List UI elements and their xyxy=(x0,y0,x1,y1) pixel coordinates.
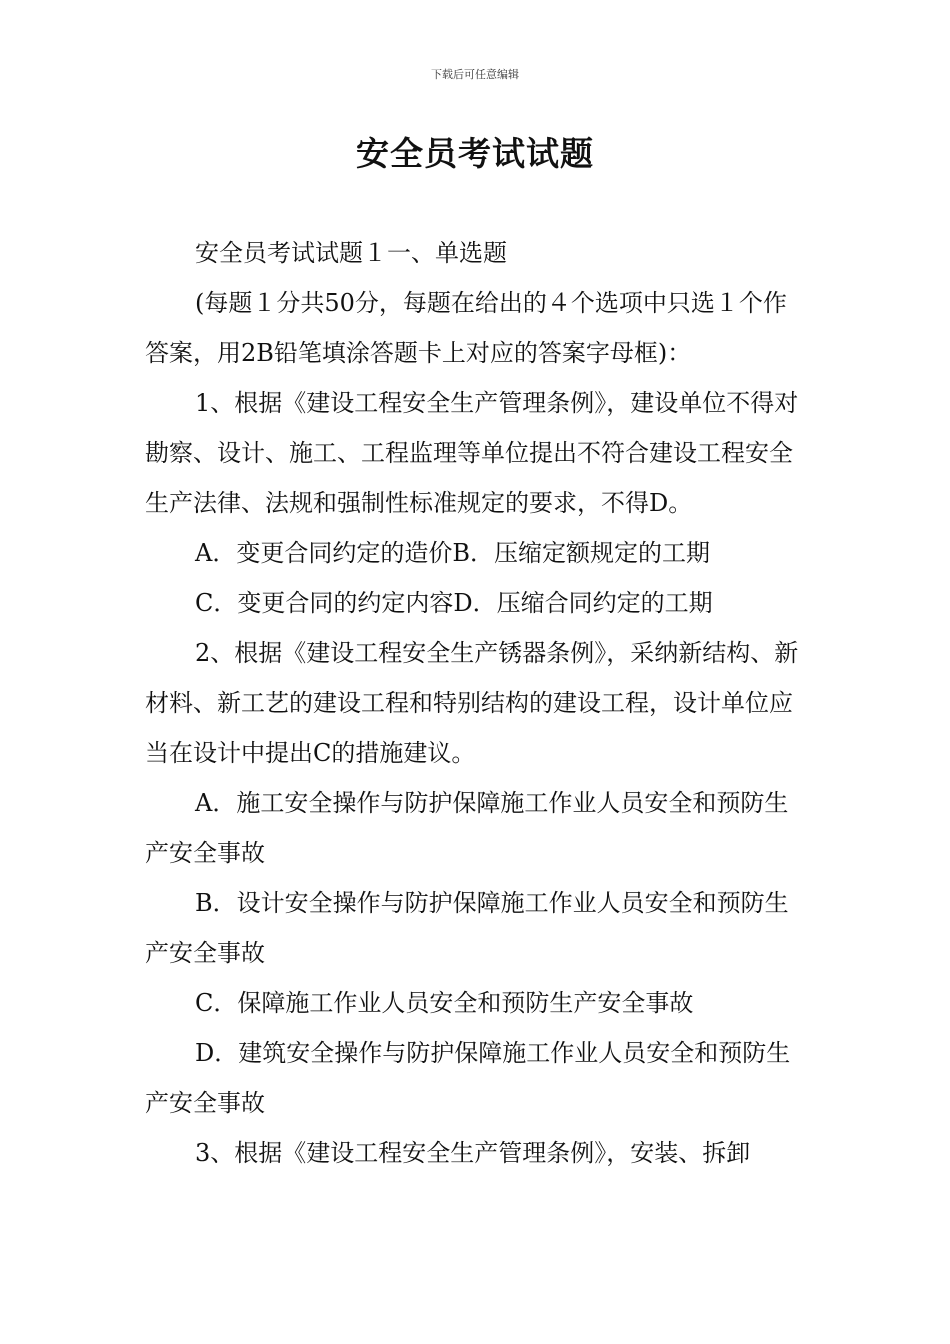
document-body xyxy=(145,228,807,1178)
question-3-stem: 3、根据《建设工程安全生产管理条例》，安装、拆卸 xyxy=(195,1139,751,1167)
question-1-options-ab: A．变更合同约定的造价B．压缩定额规定的工期 xyxy=(195,539,710,567)
question-1-options-cd: C．变更合同的约定内容D．压缩合同约定的工期 xyxy=(195,589,713,617)
question-2-stem: 2、根据《建设工程安全生产锈器条例》，采纳新结构、新材料、新工艺的建设工程和特别结构的建设工程，设计单位应当在设计中提出C的措施建议。 xyxy=(145,639,799,767)
page-header-note: 下载后可任意编辑 xyxy=(431,68,519,81)
question-2-option-d: D．建筑安全操作与防护保障施工作业人员安全和预防生产安全事故 xyxy=(145,1039,791,1117)
paragraph-section-heading: 安全员考试试题１一、单选题 xyxy=(195,239,507,267)
question-2-option-b: B．设计安全操作与防护保障施工作业人员安全和预防生产安全事故 xyxy=(145,889,789,967)
question-1-stem: 1、根据《建设工程安全生产管理条例》，建设单位不得对勘察、设计、施工、工程监理等单位提出不符合建设工程安全生产法律、法规和强制性标准规定的要求，不得D。 xyxy=(145,389,799,517)
question-2-option-c: C．保障施工作业人员安全和预防生产安全事故 xyxy=(195,989,694,1017)
question-2-option-a: A．施工安全操作与防护保障施工作业人员安全和预防生产安全事故 xyxy=(145,789,789,867)
paragraph-instructions: (每题１分共50分，每题在给出的４个选项中只选１个作答案，用2B铅笔填涂答题卡上对应的答案字母框)： xyxy=(145,289,787,367)
document-title: 安全员考试试题 xyxy=(356,134,594,173)
